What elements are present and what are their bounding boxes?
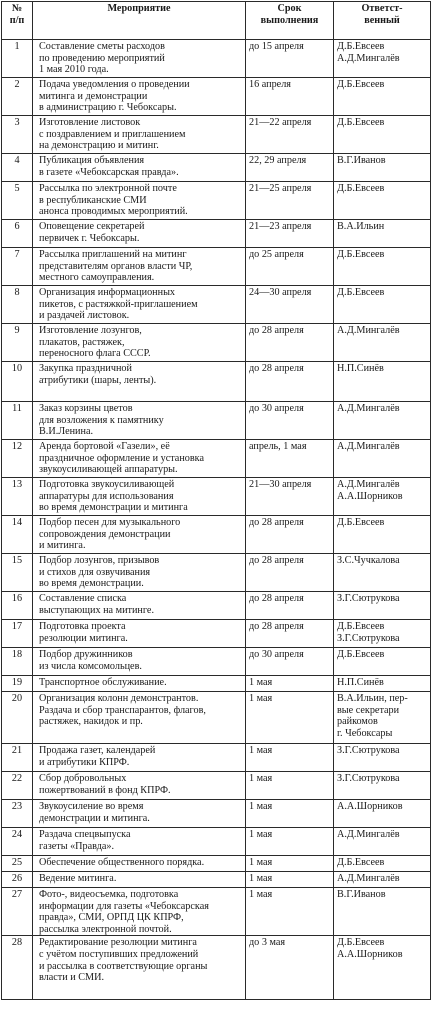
cell-responsible: В.Г.Иванов [334,888,431,936]
cell-responsible: З.Г.Сютрукова [334,772,431,800]
cell-responsible: З.Г.Сютрукова [334,592,431,620]
table-row [2,648,431,676]
cell-term: 1 мая [246,772,334,800]
cell-term: 1 мая [246,888,334,936]
cell-event: Закупка праздничной атрибутики (шары, ленты). [33,362,246,402]
cell-event: Публикация объявления в газете «Чебоксарская правда». [33,154,246,182]
cell-event: Организация колонн демонстрантов. Раздача и сбор транспарантов, флагов, растяжек, накидок и пр. [33,692,246,744]
cell-responsible: Д.Б.Евсеев [334,856,431,872]
cell-responsible: В.Г.Иванов [334,154,431,182]
cell-term: до 3 мая [246,936,334,1000]
table-row [2,856,431,872]
cell-responsible: Н.П.Синёв [334,362,431,402]
cell-event: Ведение митинга. [33,872,246,888]
cell-responsible: З.С.Чучкалова [334,554,431,592]
cell-num: 11 [2,402,33,440]
cell-responsible: В.А.Ильин, пер- вые секретари райкомов г. Чебоксары [334,692,431,744]
header-term: Срок выполнения [246,2,334,40]
cell-num: 6 [2,220,33,248]
table-header-row [2,2,431,40]
cell-event: Подача уведомления о проведении митинга и демонстрации в администрацию г. Чебоксары. [33,78,246,116]
table-row [2,744,431,772]
cell-event: Заказ корзины цветов для возложения к памятнику В.И.Ленина. [33,402,246,440]
table-row [2,182,431,220]
cell-responsible: А.А.Шорников [334,800,431,828]
cell-responsible: Д.Б.Евсеев [334,248,431,286]
cell-event: Подготовка проекта резолюции митинга. [33,620,246,648]
cell-responsible: Д.Б.Евсеев А.А.Шорников [334,936,431,1000]
cell-num: 16 [2,592,33,620]
cell-event: Подбор лозунгов, призывов и стихов для озвучивания во время демонстрации. [33,554,246,592]
cell-term: до 15 апреля [246,40,334,78]
header-event: Мероприятие [33,2,246,40]
cell-num: 24 [2,828,33,856]
table-body [2,40,431,1000]
cell-responsible: З.Г.Сютрукова [334,744,431,772]
cell-num: 20 [2,692,33,744]
cell-num: 13 [2,478,33,516]
cell-num: 22 [2,772,33,800]
cell-num: 7 [2,248,33,286]
cell-event: Подбор дружинников из числа комсомольцев. [33,648,246,676]
cell-event: Сбор добровольных пожертвований в фонд КПРФ. [33,772,246,800]
cell-num: 8 [2,286,33,324]
cell-num: 3 [2,116,33,154]
cell-responsible: Н.П.Синёв [334,676,431,692]
header-num: № п/п [2,2,33,40]
table-row [2,516,431,554]
table-row [2,888,431,936]
cell-responsible: Д.Б.Евсеев З.Г.Сютрукова [334,620,431,648]
cell-term: до 28 апреля [246,554,334,592]
cell-responsible: Д.Б.Евсеев [334,78,431,116]
cell-responsible: Д.Б.Евсеев [334,648,431,676]
cell-event: Организация информационных пикетов, с растяжкой-приглашением и раздачей листовок. [33,286,246,324]
cell-responsible: А.Д.Мингалёв [334,872,431,888]
table-row [2,478,431,516]
cell-term: 1 мая [246,744,334,772]
cell-num: 23 [2,800,33,828]
cell-responsible: Д.Б.Евсеев [334,286,431,324]
cell-num: 14 [2,516,33,554]
cell-event: Аренда бортовой «Газели», её праздничное оформление и установка звукоусиливающей аппаратуры. [33,440,246,478]
cell-event: Рассылка по электронной почте в республиканские СМИ анонса проводимых мероприятий. [33,182,246,220]
cell-event: Подготовка звукоусиливающей аппаратуры для использования во время демонстрации и митинга [33,478,246,516]
cell-term: до 30 апреля [246,648,334,676]
table-row [2,554,431,592]
table-row [2,592,431,620]
cell-term: до 30 апреля [246,402,334,440]
cell-num: 9 [2,324,33,362]
cell-term: апрель, 1 мая [246,440,334,478]
cell-num: 25 [2,856,33,872]
table-row [2,78,431,116]
cell-num: 2 [2,78,33,116]
cell-term: до 25 апреля [246,248,334,286]
table-row [2,286,431,324]
cell-term: до 28 апреля [246,620,334,648]
cell-num: 5 [2,182,33,220]
cell-term: 16 апреля [246,78,334,116]
cell-num: 1 [2,40,33,78]
cell-responsible: Д.Б.Евсеев [334,116,431,154]
table-row [2,402,431,440]
cell-term: 1 мая [246,692,334,744]
cell-event: Раздача спецвыпуска газеты «Правда». [33,828,246,856]
table-row [2,362,431,402]
cell-event: Составление сметы расходов по проведению мероприятий 1 мая 2010 года. [33,40,246,78]
cell-responsible: В.А.Ильин [334,220,431,248]
cell-term: 1 мая [246,872,334,888]
cell-responsible: Д.Б.Евсеев [334,516,431,554]
cell-responsible: А.Д.Мингалёв А.А.Шорников [334,478,431,516]
cell-term: 21—30 апреля [246,478,334,516]
table-row [2,154,431,182]
cell-term: до 28 апреля [246,324,334,362]
table-row [2,772,431,800]
cell-responsible: А.Д.Мингалёв [334,440,431,478]
table-row [2,248,431,286]
cell-event: Редактирование резолюции митинга с учётом поступивших предложений и рассылка в соответствующие органы власти и СМИ. [33,936,246,1000]
cell-event: Транспортное обслуживание. [33,676,246,692]
cell-num: 18 [2,648,33,676]
cell-num: 12 [2,440,33,478]
table-row [2,828,431,856]
cell-term: 1 мая [246,828,334,856]
table-row [2,676,431,692]
cell-responsible: А.Д.Мингалёв [334,828,431,856]
cell-num: 28 [2,936,33,1000]
cell-term: до 28 апреля [246,362,334,402]
table-row [2,800,431,828]
header-responsible: Ответст- венный [334,2,431,40]
cell-event: Продажа газет, календарей и атрибутики КПРФ. [33,744,246,772]
cell-term: 1 мая [246,800,334,828]
cell-event: Подбор песен для музыкального сопровождения демонстрации и митинга. [33,516,246,554]
cell-term: 21—23 апреля [246,220,334,248]
table-row [2,220,431,248]
table-row [2,440,431,478]
cell-event: Составление списка выступающих на митинге. [33,592,246,620]
cell-term: 24—30 апреля [246,286,334,324]
cell-responsible: Д.Б.Евсеев [334,182,431,220]
table-row [2,872,431,888]
cell-responsible: А.Д.Мингалёв [334,402,431,440]
cell-responsible: А.Д.Мингалёв [334,324,431,362]
cell-term: 1 мая [246,856,334,872]
cell-term: 21—25 апреля [246,182,334,220]
table-row [2,324,431,362]
cell-event: Изготовление лозунгов, плакатов, растяжек, переносного флага СССР. [33,324,246,362]
cell-num: 19 [2,676,33,692]
cell-term: 22, 29 апреля [246,154,334,182]
table-row [2,40,431,78]
cell-term: до 28 апреля [246,592,334,620]
cell-num: 21 [2,744,33,772]
cell-num: 4 [2,154,33,182]
cell-event: Изготовление листовок с поздравлением и приглашением на демонстрацию и митинг. [33,116,246,154]
cell-term: 1 мая [246,676,334,692]
events-plan-table [1,1,431,1000]
cell-num: 10 [2,362,33,402]
table-row [2,692,431,744]
cell-responsible: Д.Б.Евсеев А.Д.Мингалёв [334,40,431,78]
cell-num: 15 [2,554,33,592]
cell-event: Звукоусиление во время демонстрации и митинга. [33,800,246,828]
cell-event: Фото-, видеосъемка, подготовка информации для газеты «Чебоксарская правда», СМИ, ОРПД ЦК КПРФ, рассылка электронной почтой. [33,888,246,936]
cell-event: Обеспечение общественного порядка. [33,856,246,872]
table-row [2,620,431,648]
table-row [2,116,431,154]
cell-event: Рассылка приглашений на митинг представителям органов власти ЧР, местного самоуправления. [33,248,246,286]
cell-num: 17 [2,620,33,648]
cell-event: Оповещение секретарей первичек г. Чебоксары. [33,220,246,248]
cell-num: 26 [2,872,33,888]
cell-term: 21—22 апреля [246,116,334,154]
table-row [2,936,431,1000]
cell-num: 27 [2,888,33,936]
cell-term: до 28 апреля [246,516,334,554]
